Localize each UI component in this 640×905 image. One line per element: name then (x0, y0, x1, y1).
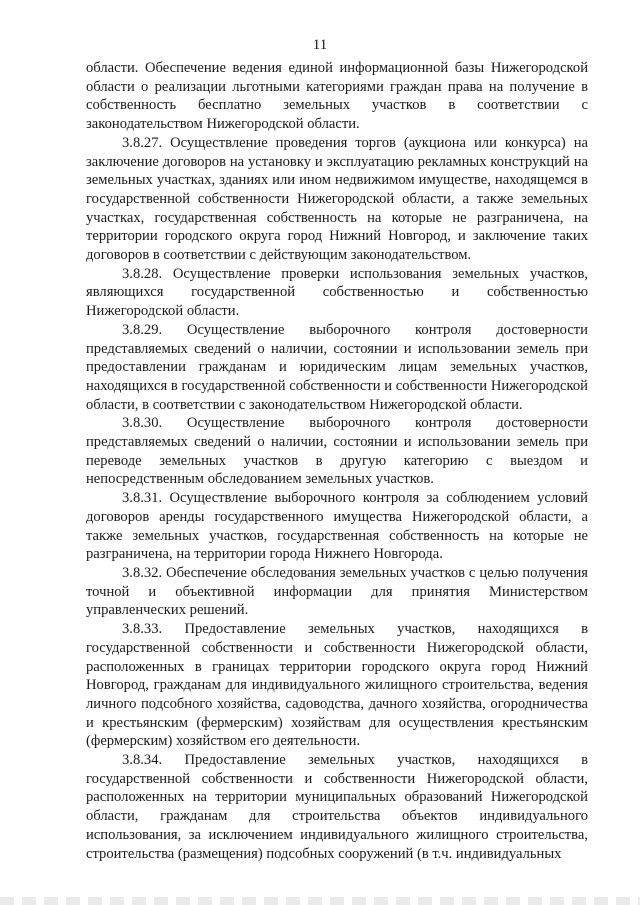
paragraph-3-8-28: 3.8.28. Осуществление проверки использования земельных участков, являющихся государственной собственностью и собственностью Нижегородской области. (86, 265, 588, 320)
paragraph-3-8-32: 3.8.32. Обеспечение обследования земельных участков с целью получения точной и объективной информации для принятия Министерством управленческих решений. (86, 564, 588, 619)
paragraph-3-8-33: 3.8.33. Предоставление земельных участков, находящихся в государственной собственности и собственности Нижегородской области, расположенных в границах территории городского округа город Нижний Новгород, гражданам для индивидуального жилищного строительства, ведения личного подсобного хозяйства, садоводства, дачного хозяйства, огородничества и крестьянским (фермерским) хозяйствам для осуществления крестьянским (фермерским) хозяйством его деятельности. (86, 621, 588, 750)
paragraph-3-8-29: 3.8.29. Осуществление выборочного контроля достоверности представляемых сведений о наличии, состоянии и использовании земель при предоставлении гражданам и юридическим лицам земельных участков, находящихся в государственной собственности и собственности Нижегородской области, в соответствии с законодательством Нижегородской области. (86, 321, 588, 413)
document-body (86, 59, 588, 863)
paragraph-3-8-30: 3.8.30. Осуществление выборочного контроля достоверности представляемых сведений о наличии, состоянии и использовании земель при переводе земельных участков в другую категорию с выездом и непосредственным обследованием земельных участков. (86, 415, 588, 488)
paragraph-3-8-34: 3.8.34. Предоставление земельных участков, находящихся в государственной собственности и собственности Нижегородской области, расположенных на территории муниципальных образований Нижегородской области, гражданам для строительства объектов индивидуального использования, за исключением индивидуального жилищного строительства, строительства (размещения) подсобных сооружений (в т.ч. индивидуальных (86, 752, 588, 862)
page-number: 11 (312, 37, 328, 53)
paragraph-3-8-27: 3.8.27. Осуществление проведения торгов (аукциона или конкурса) на заключение договоров на установку и эксплуатацию рекламных конструкций на земельных участках, зданиях или ином недвижимом имуществе, находящемся в государственной собственности Нижегородской области, а также земельных участках, государственная собственность на которые не разграничена, на территории городского округа город Нижний Новгород, и заключение таких договоров в соответствии с действующим законодательством. (86, 134, 588, 264)
paragraph-3-8-31: 3.8.31. Осуществление выборочного контроля за соблюдением условий договоров аренды государственного имущества Нижегородской области, а также земельных участков, государственная собственность на которые не разграничена, на территории города Нижнего Новгорода. (86, 490, 588, 563)
paragraph-continuation: области. Обеспечение ведения единой информационной базы Нижегородской области о реализации льготными категориями граждан права на получение в собственность бесплатно земельных участков в соответствии с законодательством Нижегородской области. (86, 60, 588, 133)
scan-bottom-edge (0, 897, 640, 905)
